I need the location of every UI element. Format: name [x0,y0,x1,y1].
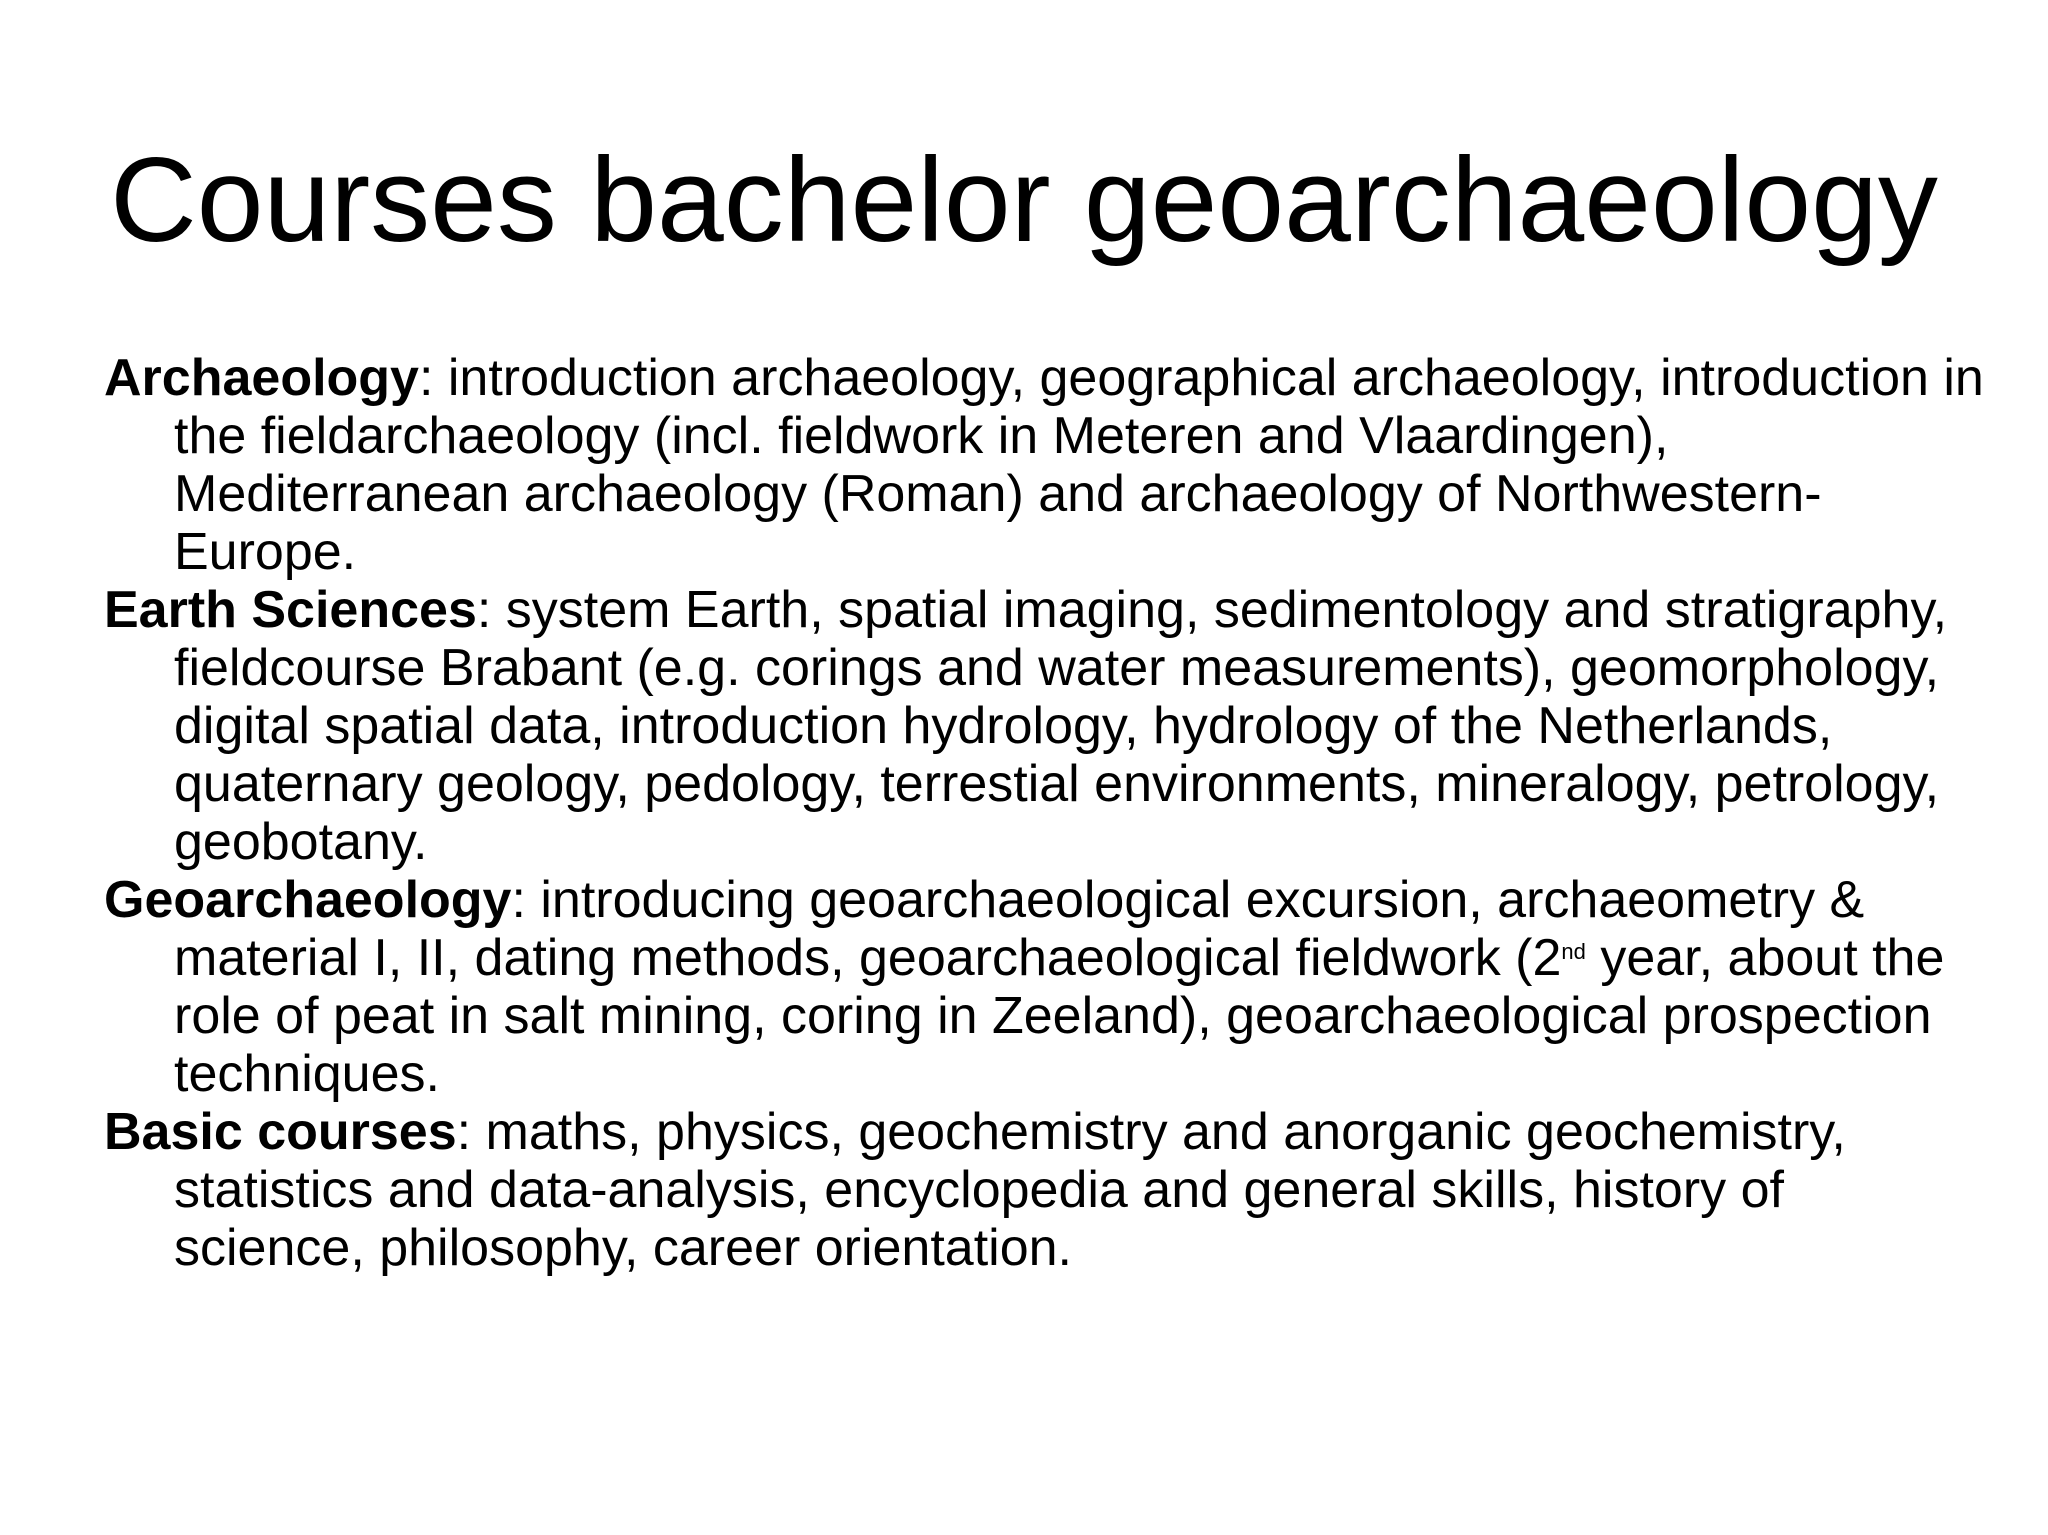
item-text: : introduction archaeology, geographical archaeology, introduction in the fieldarchaeology (incl. fieldwork in Meteren and Vlaardingen), Mediterranean archaeology (Roman) and archaeology of Northwestern-Europe. [174,349,1984,581]
slide-title: Courses bachelor geoarchaeology [110,133,1938,267]
list-item-earth-sciences [104,581,1984,871]
ordinal-superscript: nd [1561,939,1586,964]
item-text: : maths, physics, geochemistry and anorganic geochemistry, statistics and data-analysis, encyclopedia and general skills, history of science, philosophy, career orientation. [174,1103,1846,1277]
list-item-geoarchaeology [104,871,1984,1103]
item-text-after: year, about the role of peat in salt mining, coring in Zeeland), geoarchaeological prospection techniques. [174,929,1945,1103]
item-text: : system Earth, spatial imaging, sedimentology and stratigraphy, fieldcourse Brabant (e.g. corings and water measurements), geomorphology, digital spatial data, introduction hydrology, hydrology of the Netherlands, quaternary geology, pedology, terrestial environments, mineralogy, petrology, geobotany. [174,581,1948,871]
item-label: Earth Sciences [104,581,477,639]
item-label: Basic courses [104,1103,457,1161]
list-item-archaeology [104,349,1984,581]
item-label: Geoarchaeology [104,871,512,929]
list-item-basic-courses [104,1103,1984,1277]
item-text-before: : introducing geoarchaeological excursion, archaeometry & material I, II, dating methods, geoarchaeological fieldwork (2 [174,871,1865,987]
item-label: Archaeology [104,349,419,407]
course-list [104,349,1984,1277]
